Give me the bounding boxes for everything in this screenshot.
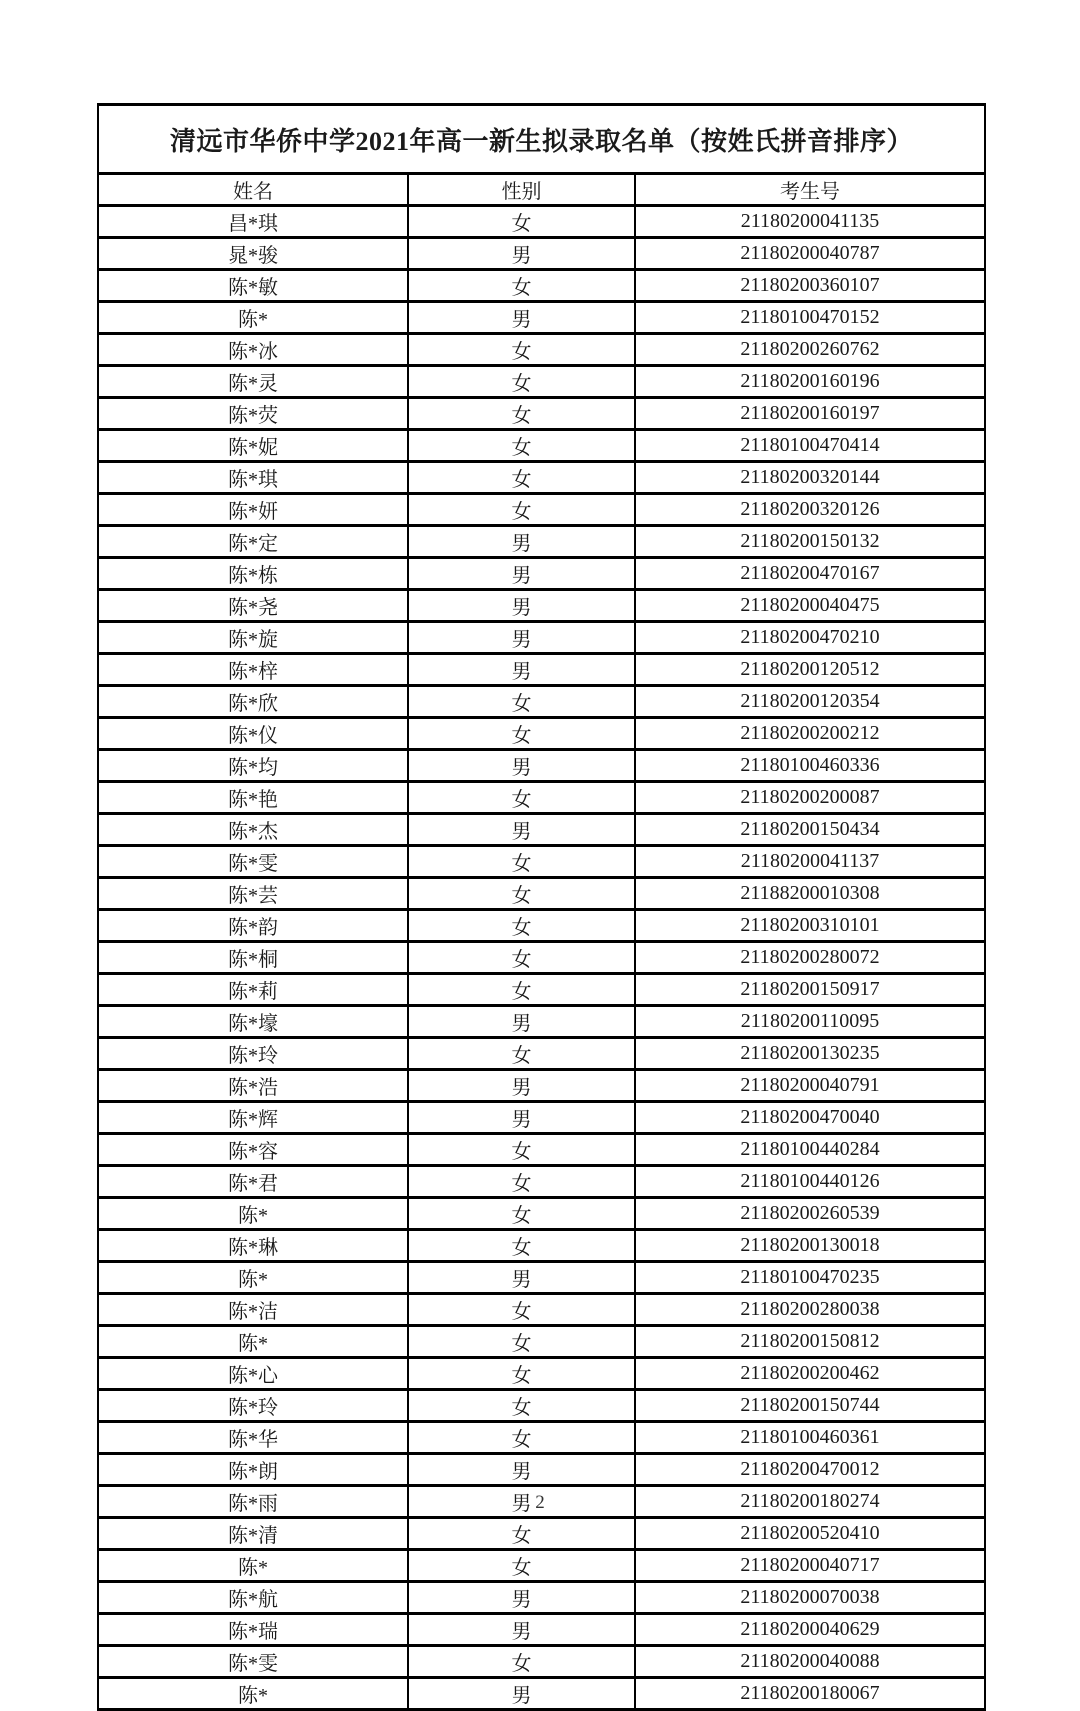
student-name-cell: 陈*容 — [98, 1134, 408, 1166]
table-row — [98, 398, 985, 430]
student-name-cell: 陈*雯 — [98, 846, 408, 878]
student-name-cell: 陈*韵 — [98, 910, 408, 942]
candidate-number-cell: 21180200470040 — [635, 1102, 985, 1134]
table-row — [98, 1582, 985, 1614]
candidate-number-cell: 21180200130235 — [635, 1038, 985, 1070]
table-row — [98, 718, 985, 750]
candidate-number-cell: 21180200200087 — [635, 782, 985, 814]
gender-cell: 男 — [408, 1582, 635, 1614]
candidate-number-cell: 21180200150744 — [635, 1390, 985, 1422]
student-name-cell: 陈*尧 — [98, 590, 408, 622]
student-name-cell: 陈*雨 — [98, 1486, 408, 1518]
gender-cell: 女 — [408, 878, 635, 910]
table-row — [98, 1518, 985, 1550]
gender-cell: 女 — [408, 1326, 635, 1358]
table-row — [98, 942, 985, 974]
gender-cell: 女 — [408, 334, 635, 366]
candidate-number-cell: 21180200150434 — [635, 814, 985, 846]
table-row — [98, 334, 985, 366]
table-row — [98, 622, 985, 654]
candidate-number-cell: 21180200040791 — [635, 1070, 985, 1102]
student-name-cell: 陈*杰 — [98, 814, 408, 846]
student-name-cell: 陈*灵 — [98, 366, 408, 398]
table-row — [98, 910, 985, 942]
table-row — [98, 1198, 985, 1230]
candidate-number-cell: 21180200041137 — [635, 846, 985, 878]
table-row — [98, 974, 985, 1006]
student-name-cell: 陈*华 — [98, 1422, 408, 1454]
table-row — [98, 814, 985, 846]
candidate-number-cell: 21180200180067 — [635, 1678, 985, 1710]
candidate-number-cell: 21180200130018 — [635, 1230, 985, 1262]
candidate-number-cell: 21180200470012 — [635, 1454, 985, 1486]
student-name-cell: 陈*君 — [98, 1166, 408, 1198]
table-row — [98, 1358, 985, 1390]
gender-cell: 女 — [408, 430, 635, 462]
student-name-cell: 陈*琳 — [98, 1230, 408, 1262]
gender-cell: 男 — [408, 1454, 635, 1486]
candidate-number-cell: 21180200150812 — [635, 1326, 985, 1358]
table-row — [98, 526, 985, 558]
gender-cell: 男 — [408, 1678, 635, 1710]
student-name-cell: 陈*桐 — [98, 942, 408, 974]
table-row — [98, 1038, 985, 1070]
gender-cell: 女 — [408, 1038, 635, 1070]
student-name-cell: 陈*朗 — [98, 1454, 408, 1486]
gender-cell: 女 — [408, 494, 635, 526]
student-name-cell: 陈*壕 — [98, 1006, 408, 1038]
student-name-cell: 陈*均 — [98, 750, 408, 782]
gender-cell: 男 — [408, 526, 635, 558]
candidate-number-cell: 21188200010308 — [635, 878, 985, 910]
table-row — [98, 1294, 985, 1326]
gender-cell: 男 — [408, 1262, 635, 1294]
candidate-number-cell: 21180100470414 — [635, 430, 985, 462]
table-row — [98, 1614, 985, 1646]
table-row — [98, 462, 985, 494]
table-row — [98, 494, 985, 526]
gender-cell: 女 — [408, 270, 635, 302]
candidate-number-cell: 21180200070038 — [635, 1582, 985, 1614]
candidate-number-cell: 21180200520410 — [635, 1518, 985, 1550]
candidate-number-cell: 21180200200462 — [635, 1358, 985, 1390]
gender-cell: 女 — [408, 398, 635, 430]
gender-cell: 男 — [408, 1070, 635, 1102]
student-name-cell: 陈*琪 — [98, 462, 408, 494]
student-name-cell: 陈*玲 — [98, 1038, 408, 1070]
table-header-row — [98, 174, 985, 206]
table-row — [98, 1422, 985, 1454]
gender-cell: 女 — [408, 846, 635, 878]
table-row — [98, 1646, 985, 1678]
gender-cell: 男 — [408, 302, 635, 334]
candidate-number-cell: 21180200310101 — [635, 910, 985, 942]
student-name-cell: 陈* — [98, 302, 408, 334]
student-name-cell: 陈*定 — [98, 526, 408, 558]
gender-cell: 女 — [408, 910, 635, 942]
table-row — [98, 1262, 985, 1294]
candidate-number-cell: 21180200120512 — [635, 654, 985, 686]
gender-cell: 女 — [408, 1518, 635, 1550]
candidate-number-cell: 21180100460336 — [635, 750, 985, 782]
student-name-cell: 陈*栋 — [98, 558, 408, 590]
student-name-cell: 陈*心 — [98, 1358, 408, 1390]
student-name-cell: 陈*荧 — [98, 398, 408, 430]
gender-cell: 男 — [408, 1102, 635, 1134]
candidate-number-cell: 21180200320126 — [635, 494, 985, 526]
table-row — [98, 206, 985, 238]
gender-cell: 男 — [408, 750, 635, 782]
page-title: 清远市华侨中学2021年高一新生拟录取名单（按姓氏拼音排序） — [98, 105, 985, 174]
gender-cell: 女 — [408, 1166, 635, 1198]
gender-cell: 男 — [408, 622, 635, 654]
student-name-cell: 陈*玲 — [98, 1390, 408, 1422]
student-name-cell: 陈*浩 — [98, 1070, 408, 1102]
student-name-cell: 陈*清 — [98, 1518, 408, 1550]
student-name-cell: 陈*敏 — [98, 270, 408, 302]
candidate-number-cell: 21180200160197 — [635, 398, 985, 430]
student-name-cell: 陈* — [98, 1198, 408, 1230]
table-row — [98, 1102, 985, 1134]
student-name-cell: 陈*瑞 — [98, 1614, 408, 1646]
table-row — [98, 366, 985, 398]
table-row — [98, 1390, 985, 1422]
student-name-cell: 陈* — [98, 1550, 408, 1582]
student-name-cell: 陈* — [98, 1262, 408, 1294]
candidate-number-cell: 21180100440126 — [635, 1166, 985, 1198]
student-name-cell: 陈*莉 — [98, 974, 408, 1006]
candidate-number-cell: 21180200040629 — [635, 1614, 985, 1646]
student-name-cell: 陈*仪 — [98, 718, 408, 750]
candidate-number-cell: 21180200470210 — [635, 622, 985, 654]
table-row — [98, 782, 985, 814]
gender-cell: 女 — [408, 1134, 635, 1166]
gender-cell: 女 — [408, 462, 635, 494]
candidate-number-cell: 21180100460361 — [635, 1422, 985, 1454]
candidate-number-cell: 21180200320144 — [635, 462, 985, 494]
table-row — [98, 1166, 985, 1198]
student-name-cell: 陈* — [98, 1326, 408, 1358]
gender-cell: 男 — [408, 1614, 635, 1646]
student-name-cell: 陈*妮 — [98, 430, 408, 462]
gender-cell: 女 — [408, 1390, 635, 1422]
gender-cell: 男 — [408, 590, 635, 622]
student-name-cell: 陈*艳 — [98, 782, 408, 814]
candidate-number-cell: 21180200180274 — [635, 1486, 985, 1518]
admission-list-table — [97, 103, 986, 1711]
table-row — [98, 1230, 985, 1262]
candidate-number-cell: 21180200280038 — [635, 1294, 985, 1326]
student-name-cell: 陈*梓 — [98, 654, 408, 686]
table-row — [98, 878, 985, 910]
candidate-number-cell: 21180100440284 — [635, 1134, 985, 1166]
gender-cell: 女 — [408, 782, 635, 814]
student-name-cell: 晁*骏 — [98, 238, 408, 270]
gender-cell: 女 — [408, 366, 635, 398]
gender-cell: 女 — [408, 1358, 635, 1390]
candidate-number-cell: 21180200040475 — [635, 590, 985, 622]
gender-cell: 女 — [408, 942, 635, 974]
candidate-number-cell: 21180100470152 — [635, 302, 985, 334]
candidate-number-cell: 21180200110095 — [635, 1006, 985, 1038]
table-row — [98, 1006, 985, 1038]
candidate-number-cell: 21180200040088 — [635, 1646, 985, 1678]
table-row — [98, 1550, 985, 1582]
column-header-candidate-number: 考生号 — [635, 174, 985, 206]
gender-cell: 女 — [408, 1198, 635, 1230]
table-row — [98, 1134, 985, 1166]
table-row — [98, 686, 985, 718]
candidate-number-cell: 21180200040787 — [635, 238, 985, 270]
gender-cell: 男 — [408, 814, 635, 846]
student-name-cell: 陈*妍 — [98, 494, 408, 526]
student-name-cell: 陈* — [98, 1678, 408, 1710]
candidate-number-cell: 21180200470167 — [635, 558, 985, 590]
gender-cell: 男 — [408, 1486, 635, 1518]
table-row — [98, 590, 985, 622]
gender-cell: 男 — [408, 238, 635, 270]
candidate-number-cell: 21180100470235 — [635, 1262, 985, 1294]
table-row — [98, 302, 985, 334]
candidate-number-cell: 21180200360107 — [635, 270, 985, 302]
table-row — [98, 1070, 985, 1102]
table-row — [98, 1678, 985, 1710]
gender-cell: 女 — [408, 686, 635, 718]
candidate-number-cell: 21180200150917 — [635, 974, 985, 1006]
table-row — [98, 270, 985, 302]
gender-cell: 女 — [408, 1646, 635, 1678]
student-name-cell: 陈*辉 — [98, 1102, 408, 1134]
gender-cell: 女 — [408, 1294, 635, 1326]
student-name-cell: 陈*欣 — [98, 686, 408, 718]
gender-cell: 女 — [408, 1550, 635, 1582]
column-header-name: 姓名 — [98, 174, 408, 206]
gender-cell: 男 — [408, 654, 635, 686]
candidate-number-cell: 21180200260539 — [635, 1198, 985, 1230]
student-name-cell: 昌*琪 — [98, 206, 408, 238]
student-name-cell: 陈*芸 — [98, 878, 408, 910]
gender-cell: 女 — [408, 206, 635, 238]
gender-cell: 男 — [408, 558, 635, 590]
student-name-cell: 陈*洁 — [98, 1294, 408, 1326]
candidate-number-cell: 21180200120354 — [635, 686, 985, 718]
candidate-number-cell: 21180200280072 — [635, 942, 985, 974]
table-row — [98, 750, 985, 782]
candidate-number-cell: 21180200260762 — [635, 334, 985, 366]
student-name-cell: 陈*雯 — [98, 1646, 408, 1678]
table-row — [98, 558, 985, 590]
student-name-cell: 陈*冰 — [98, 334, 408, 366]
table-title-row — [98, 105, 985, 174]
gender-cell: 女 — [408, 974, 635, 1006]
candidate-number-cell: 21180200160196 — [635, 366, 985, 398]
candidate-number-cell: 21180200041135 — [635, 206, 985, 238]
table-row — [98, 846, 985, 878]
gender-cell: 女 — [408, 718, 635, 750]
table-row — [98, 1326, 985, 1358]
candidate-number-cell: 21180200150132 — [635, 526, 985, 558]
table-row — [98, 1454, 985, 1486]
table-body — [98, 206, 985, 1710]
column-header-gender: 性别 — [408, 174, 635, 206]
gender-cell: 男 — [408, 1006, 635, 1038]
table-row — [98, 430, 985, 462]
student-name-cell: 陈*旋 — [98, 622, 408, 654]
candidate-number-cell: 21180200200212 — [635, 718, 985, 750]
student-name-cell: 陈*航 — [98, 1582, 408, 1614]
gender-cell: 女 — [408, 1422, 635, 1454]
candidate-number-cell: 21180200040717 — [635, 1550, 985, 1582]
gender-cell: 女 — [408, 1230, 635, 1262]
table-row — [98, 654, 985, 686]
table-row — [98, 238, 985, 270]
page-number: 2 — [535, 1492, 545, 1513]
